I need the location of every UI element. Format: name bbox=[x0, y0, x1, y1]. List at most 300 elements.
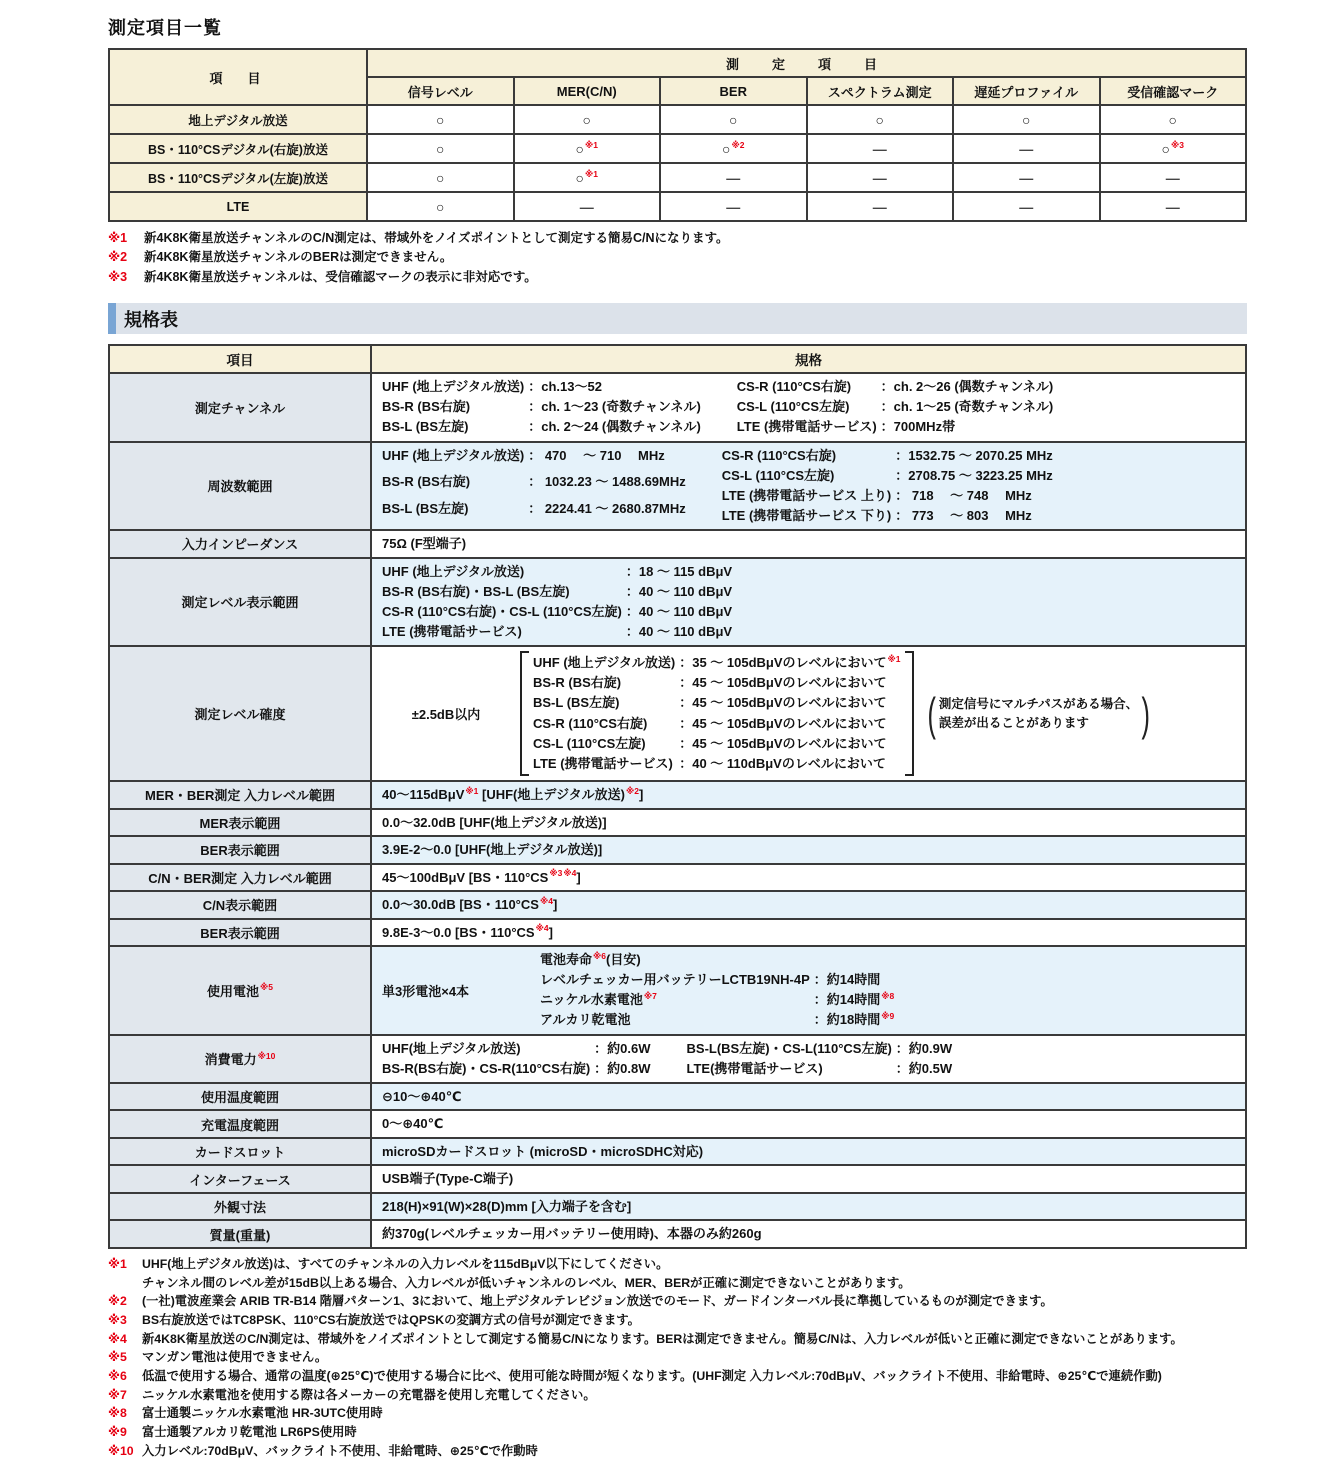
spec-line-name: BS-R (BS右旋) bbox=[382, 399, 471, 415]
footnote-text: 新4K8K衛星放送チャンネルは、受信確認マークの表示に非対応です。 bbox=[144, 269, 537, 284]
footnote-line bbox=[108, 248, 1247, 267]
dash-mark: ― bbox=[726, 169, 741, 186]
spec-table-row bbox=[109, 1193, 1246, 1221]
accuracy-content bbox=[382, 650, 1235, 777]
spec-row-label: カードスロット bbox=[109, 1138, 371, 1166]
circle-mark: ○ bbox=[575, 169, 584, 186]
spec-line-value: ：2708.75 ～ 3223.25 MHz bbox=[895, 467, 1053, 483]
measurement-support-mark bbox=[807, 134, 954, 163]
spec-text: 45～100dBμV [BS・110°CS$^{※3※4}$] bbox=[382, 868, 581, 885]
spec-row-label: 測定チャンネル bbox=[109, 373, 371, 441]
footnote-line bbox=[108, 1311, 1247, 1330]
measurement-support-mark bbox=[1100, 134, 1247, 163]
measurement-support-mark bbox=[953, 163, 1100, 192]
spec-line-value: ： 1032.23 ～ 1488.69MHz bbox=[528, 474, 686, 490]
footnote-number: ※7 bbox=[108, 1387, 127, 1402]
spec-row-label: 充電温度範囲 bbox=[109, 1110, 371, 1138]
spec-text: 約370g(レベルチェッカー用バッテリー使用時)、本器のみ約260g bbox=[382, 1226, 762, 1242]
spec-table-row bbox=[109, 442, 1246, 531]
circle-mark: ○ bbox=[729, 111, 738, 128]
spec-row-value bbox=[371, 373, 1246, 441]
spec-table-row bbox=[109, 891, 1246, 919]
spec-row-value bbox=[371, 558, 1246, 647]
spec-row-label: 質量(重量) bbox=[109, 1220, 371, 1248]
spec-line-value: ： 718 ～ 748 MHz bbox=[895, 487, 1032, 503]
spec-line bbox=[533, 673, 901, 693]
spec-column-header: 規格 bbox=[371, 345, 1246, 373]
footnote-line bbox=[108, 1255, 1247, 1274]
footnote-text: 新4K8K衛星放送チャンネルのC/N測定は、帯域外をノイズポイントとして測定する簡易C/Nになります。 bbox=[144, 231, 729, 245]
measurement-column-header: MER(C/N) bbox=[514, 77, 661, 105]
spec-table-row bbox=[109, 864, 1246, 892]
spec-row-value bbox=[371, 891, 1246, 919]
spec-line-name: アルカリ乾電池 bbox=[540, 1012, 631, 1028]
footnote-number: ※6 bbox=[108, 1368, 127, 1383]
footnote-ref-mark: ※1 bbox=[887, 653, 901, 664]
footnote-ref-mark: ※6 bbox=[593, 950, 607, 961]
spec-row-label: 測定レベル表示範囲 bbox=[109, 558, 371, 647]
spec-line-name: CS-L (110°CS左旋) bbox=[721, 467, 835, 483]
footnote-ref-mark: ※8 bbox=[881, 990, 895, 1001]
circle-mark: ○ bbox=[1161, 140, 1170, 157]
spec-line-name: CS-R (110°CS右旋) bbox=[736, 379, 852, 395]
spec-line-value: ：約0.5W bbox=[895, 1060, 953, 1076]
spec-row-label: 周波数範囲 bbox=[109, 442, 371, 531]
spec-line-name: LTE (携帯電話サービス) bbox=[533, 755, 673, 771]
footnote-text: 新4K8K衛星放送のC/N測定は、帯域外をノイズポイントとして測定する簡易C/Nになります。BERは測定できません。簡易C/Nは、入力レベルが低いと正確に測定できないことがあります。 bbox=[142, 1331, 1183, 1346]
circle-mark: ○ bbox=[722, 140, 731, 157]
spec-line-value: ：ch. 2～26 (偶数チャンネル) bbox=[880, 379, 1054, 395]
footnote-number: ※2 bbox=[108, 250, 128, 265]
spec-line-value: ：35 ～ 105dBμVのレベルにおいて$^{※1}$ bbox=[679, 653, 901, 671]
dash-mark: ― bbox=[1019, 140, 1034, 157]
spec-section-header bbox=[108, 303, 1247, 334]
spec-section-title: 規格表 bbox=[124, 309, 178, 330]
footnote-ref-mark: ※10 bbox=[257, 1050, 276, 1061]
footnote-text: BS右旋放送ではTC8PSK、110°CS右旋放送ではQPSKの変調方式の信号が測定できます。 bbox=[142, 1312, 640, 1327]
footnote-line bbox=[108, 1386, 1247, 1405]
spec-line bbox=[382, 417, 701, 437]
spec-line-value: ：ch. 2～24 (偶数チャンネル) bbox=[528, 419, 701, 435]
measurement-support-mark bbox=[367, 134, 514, 163]
spec-line-value: ：1532.75 ～ 2070.25 MHz bbox=[895, 447, 1053, 463]
footnote-line bbox=[108, 1442, 1247, 1460]
spec-line-value: ：約0.9W bbox=[895, 1040, 953, 1056]
footnote-number: ※2 bbox=[108, 1294, 127, 1309]
measurement-column-header: 信号レベル bbox=[367, 77, 514, 105]
spec-line bbox=[533, 714, 901, 734]
spec-line-value: ：40 ～ 110 dBμV bbox=[625, 624, 733, 640]
accuracy-bracket bbox=[520, 650, 914, 777]
spec-line-name: UHF (地上デジタル放送) bbox=[533, 655, 676, 671]
spec-text: 0.0～32.0dB [UHF(地上デジタル放送)] bbox=[382, 814, 607, 830]
accuracy-value: ±2.5dB以内 bbox=[411, 707, 481, 723]
footnotes bbox=[108, 1255, 1247, 1460]
footnote-text: 低温で使用する場合、通常の温度(⊕25℃)で使用する場合に比べ、使用可能な時間が短くなります。(UHF測定 入力レベル:70dBμV、バックライト不使用、非給電時、⊕25℃で連続作動) bbox=[142, 1368, 1162, 1383]
spec-line-value: ：約14時間 bbox=[813, 972, 881, 988]
spec-line bbox=[722, 446, 1053, 466]
spec-text: 40～115dBμV$^{※1}$ [UHF(地上デジタル放送)$^{※2}$] bbox=[382, 785, 644, 803]
measurement-support-mark bbox=[807, 192, 954, 221]
spec-line-value: ：約18時間$^{※9}$ bbox=[813, 1011, 895, 1028]
spec-columns bbox=[382, 562, 1235, 643]
footnote-ref-mark: ※1 bbox=[584, 139, 598, 150]
spec-table-head bbox=[109, 345, 1246, 373]
spec-line-name: BS-R(BS右旋)・CS-R(110°CS右旋) bbox=[382, 1060, 591, 1076]
spec-columns bbox=[382, 1039, 1235, 1079]
spec-text: ⊖10～⊕40℃ bbox=[382, 1088, 462, 1104]
measurement-items-group-header: 測 定 項 目 bbox=[367, 49, 1246, 77]
spec-row-value bbox=[371, 1110, 1246, 1138]
footnote-line bbox=[108, 1274, 1247, 1293]
measurement-support-mark bbox=[660, 134, 807, 163]
spec-row-label: MER表示範囲 bbox=[109, 809, 371, 837]
spec-table-row bbox=[109, 1138, 1246, 1166]
measurement-items-title: 測定項目一覧 bbox=[108, 18, 222, 38]
spec-columns bbox=[382, 377, 1235, 437]
spec-line bbox=[540, 950, 894, 970]
measurement-support-mark bbox=[514, 192, 661, 221]
spec-row-label: 測定レベル確度 bbox=[109, 646, 371, 781]
spec-line bbox=[533, 754, 901, 774]
spec-line bbox=[737, 377, 1053, 397]
spec-line bbox=[382, 1059, 651, 1079]
spec-row-label: C/N・BER測定 入力レベル範囲 bbox=[109, 864, 371, 892]
footnote-number: ※8 bbox=[108, 1406, 127, 1421]
spec-line-name: CS-R (110°CS右旋) bbox=[533, 715, 648, 731]
left-paren: ( bbox=[926, 687, 936, 740]
measurement-support-mark bbox=[514, 105, 661, 134]
circle-mark: ○ bbox=[436, 198, 445, 215]
spec-row-value bbox=[371, 646, 1246, 781]
spec-line bbox=[382, 446, 686, 473]
footnote-line bbox=[108, 1423, 1247, 1442]
spec-line bbox=[533, 653, 901, 673]
footnote-ref-mark: ※3 bbox=[549, 868, 563, 879]
spec-line-value: ：40 ～ 110 dBμV bbox=[625, 603, 733, 619]
dash-mark: ― bbox=[872, 198, 887, 215]
footnote-text: 富士通製ニッケル水素電池 HR-3UTC使用時 bbox=[142, 1406, 383, 1421]
measurement-column-header: スペクトラム測定 bbox=[807, 77, 954, 105]
circle-mark: ○ bbox=[1168, 111, 1177, 128]
spec-table-row bbox=[109, 1220, 1246, 1248]
spec-column bbox=[382, 446, 686, 527]
battery-life-lines bbox=[540, 950, 894, 1031]
footnote-number bbox=[108, 1274, 142, 1293]
spec-line-value: ：ch. 1～25 (奇数チャンネル) bbox=[880, 399, 1054, 415]
measurement-support-mark bbox=[807, 105, 954, 134]
spec-line-name: CS-L (110°CS左旋) bbox=[533, 735, 646, 751]
multipath-note-text bbox=[939, 695, 1138, 731]
circle-mark: ○ bbox=[436, 169, 445, 186]
spec-line bbox=[533, 734, 901, 754]
spec-line-value: ：45 ～ 105dBμVのレベルにおいて bbox=[679, 675, 887, 691]
footnote-number: ※4 bbox=[108, 1331, 127, 1346]
spec-row-value bbox=[371, 1165, 1246, 1193]
dash-mark: ― bbox=[872, 169, 887, 186]
multipath-note-line: 誤差が出ることがあります bbox=[938, 715, 1089, 730]
measurement-support-mark bbox=[660, 163, 807, 192]
spec-line-name: BS-R (BS右旋)・BS-L (BS左旋) bbox=[382, 583, 570, 599]
spec-row-value bbox=[371, 809, 1246, 837]
spec-table-row bbox=[109, 1110, 1246, 1138]
spec-line bbox=[540, 970, 894, 990]
measurement-support-mark bbox=[953, 192, 1100, 221]
spec-line-value: ：約0.6W bbox=[594, 1040, 651, 1056]
footnote-ref-mark: ※7 bbox=[643, 990, 657, 1001]
spec-row-label: インターフェース bbox=[109, 1165, 371, 1193]
spec-table-body bbox=[109, 373, 1246, 1248]
spec-line bbox=[722, 506, 1053, 526]
circle-mark: ○ bbox=[875, 111, 884, 128]
spec-table-row bbox=[109, 1165, 1246, 1193]
spec-row-label: 消費電力$^{※10}$ bbox=[109, 1035, 371, 1083]
measurement-support-mark bbox=[953, 105, 1100, 134]
spec-row-value bbox=[371, 530, 1246, 558]
measurement-support-mark bbox=[660, 105, 807, 134]
item-column-header: 項 目 bbox=[109, 49, 367, 105]
footnote-ref-mark: ※1 bbox=[465, 785, 479, 796]
measurement-table-notes bbox=[108, 229, 1247, 287]
measurement-support-mark bbox=[1100, 163, 1247, 192]
spec-line bbox=[737, 397, 1053, 417]
battery-type: 単3形電池×4本 bbox=[382, 983, 470, 999]
spec-line-name: 電池寿命$^{※6}$(目安) bbox=[540, 950, 641, 968]
footnote-ref-mark: ※4 bbox=[539, 895, 553, 906]
spec-line-name: BS-L (BS左旋) bbox=[533, 695, 620, 711]
footnote-line bbox=[108, 1348, 1247, 1367]
spec-row-label: BER表示範囲 bbox=[109, 919, 371, 947]
spec-line-value: ：40 ～ 110dBμVのレベルにおいて bbox=[679, 755, 886, 771]
measurement-support-mark bbox=[514, 134, 661, 163]
spec-line-name: CS-L (110°CS左旋) bbox=[736, 399, 850, 415]
spec-line bbox=[540, 1010, 894, 1030]
footnote-number: ※5 bbox=[108, 1350, 127, 1365]
measurement-table-row bbox=[109, 163, 1246, 192]
circle-mark: ○ bbox=[1022, 111, 1031, 128]
footnote-text: (一社)電波産業会 ARIB TR-B14 階層パターン1、3において、地上デジタルテレビジョン放送でのモード、ガードインターバル長に準拠しているものが測定できます。 bbox=[142, 1294, 1053, 1309]
spec-text: USB端子(Type-C端子) bbox=[382, 1171, 514, 1187]
spec-line bbox=[382, 582, 732, 602]
spec-column bbox=[737, 377, 1053, 437]
spec-line-name: レベルチェッカー用バッテリーLCTB19NH-4P bbox=[540, 972, 810, 988]
spec-line bbox=[382, 499, 686, 526]
spec-row-value bbox=[371, 836, 1246, 864]
footnote-text: 入力レベル:70dBμV、バックライト不使用、非給電時、⊕25℃で作動時 bbox=[142, 1443, 538, 1458]
broadcast-type-label: BS・110°CSデジタル(右旋)放送 bbox=[109, 134, 367, 163]
footnote-ref-mark: ※9 bbox=[881, 1011, 895, 1022]
footnote-number: ※9 bbox=[108, 1425, 127, 1440]
spec-text: 218(H)×91(W)×28(D)mm [入力端子を含む] bbox=[382, 1198, 632, 1214]
battery-content bbox=[382, 950, 1235, 1031]
footnote-ref-mark: ※1 bbox=[584, 168, 598, 179]
spec-line bbox=[737, 417, 1053, 437]
spec-header-row bbox=[109, 345, 1246, 373]
footnote-ref-mark: ※4 bbox=[563, 868, 577, 879]
spec-table-row bbox=[109, 373, 1246, 441]
spec-table-row bbox=[109, 946, 1246, 1035]
right-paren: ) bbox=[1141, 687, 1151, 740]
spec-line-value: ：700MHz帯 bbox=[880, 419, 956, 435]
footnote-ref-mark: ※4 bbox=[535, 923, 549, 934]
circle-mark: ○ bbox=[582, 111, 591, 128]
spec-line-value: ：約14時間$^{※8}$ bbox=[813, 990, 895, 1008]
spec-line bbox=[382, 562, 732, 582]
measurement-table-row bbox=[109, 105, 1246, 134]
measurement-support-mark bbox=[953, 134, 1100, 163]
spec-table-row bbox=[109, 1083, 1246, 1111]
spec-line bbox=[382, 397, 701, 417]
spec-line-name: LTE (携帯電話サービス) bbox=[736, 419, 877, 435]
footnote-ref-mark: ※2 bbox=[625, 785, 639, 796]
measurement-support-mark bbox=[367, 192, 514, 221]
spec-line-value: ：45 ～ 105dBμVのレベルにおいて bbox=[679, 715, 887, 731]
spec-column bbox=[382, 1039, 651, 1079]
broadcast-type-label: LTE bbox=[109, 192, 367, 221]
footnote-line bbox=[108, 1367, 1247, 1386]
spec-row-value bbox=[371, 919, 1246, 947]
footnote-number: ※3 bbox=[108, 269, 128, 284]
spec-line-name: UHF(地上デジタル放送) bbox=[382, 1040, 521, 1056]
dash-mark: ― bbox=[726, 198, 741, 215]
table-header-row bbox=[109, 49, 1246, 77]
dash-mark: ― bbox=[1019, 169, 1034, 186]
measurement-table-row bbox=[109, 192, 1246, 221]
footnote-ref-mark: ※2 bbox=[731, 139, 745, 150]
spec-row-label: 使用温度範囲 bbox=[109, 1083, 371, 1111]
spec-line-value: ：18 ～ 115 dBμV bbox=[625, 563, 733, 579]
spec-column bbox=[382, 377, 701, 437]
footnote-ref-mark: ※5 bbox=[260, 982, 273, 993]
footnote-text: UHF(地上デジタル放送)は、すべてのチャンネルの入力レベルを115dBμV以下にしてください。 bbox=[142, 1256, 669, 1271]
spec-table-row bbox=[109, 781, 1246, 809]
circle-mark: ○ bbox=[436, 140, 445, 157]
spec-item-column-header: 項目 bbox=[109, 345, 371, 373]
spec-line-value: ：ch.13～52 bbox=[528, 379, 602, 395]
measurement-support-mark bbox=[367, 163, 514, 192]
footnote-ref-mark: ※3 bbox=[1170, 139, 1184, 150]
spec-line-name: ニッケル水素電池$^{※7}$ bbox=[540, 990, 657, 1008]
spec-line-name: BS-L(BS左旋)・CS-L(110°CS左旋) bbox=[686, 1040, 892, 1056]
spec-line-name: LTE (携帯電話サービス 下り) bbox=[721, 507, 892, 523]
measurement-column-header: 遅延プロファイル bbox=[953, 77, 1100, 105]
spec-line bbox=[533, 693, 901, 713]
accuracy-lines bbox=[533, 653, 901, 774]
spec-row-label: 入力インピーダンス bbox=[109, 530, 371, 558]
measurement-column-header: 受信確認マーク bbox=[1100, 77, 1247, 105]
spec-line bbox=[722, 466, 1053, 486]
spec-line-value bbox=[814, 950, 894, 970]
spec-line-name: CS-R (110°CS右旋)・CS-L (110°CS左旋) bbox=[382, 603, 622, 619]
spec-row-value bbox=[371, 1138, 1246, 1166]
measurement-column-header: BER bbox=[660, 77, 807, 105]
spec-line-value: ：ch. 1～23 (奇数チャンネル) bbox=[528, 399, 701, 415]
dash-mark: ― bbox=[872, 140, 887, 157]
spec-line bbox=[382, 377, 701, 397]
measurement-support-mark bbox=[807, 163, 954, 192]
spec-line-name: BS-R (BS右旋) bbox=[533, 675, 622, 691]
footnote-text: マンガン電池は使用できません。 bbox=[142, 1350, 328, 1365]
spec-text: 75Ω (F型端子) bbox=[382, 536, 467, 552]
spec-text: 9.8E-3～0.0 [BS・110°CS$^{※4}$] bbox=[382, 923, 553, 940]
spec-column bbox=[687, 1039, 953, 1079]
footnote-line bbox=[108, 229, 1247, 248]
measurement-items-table-body bbox=[109, 105, 1246, 221]
spec-row-label: MER・BER測定 入力レベル範囲 bbox=[109, 781, 371, 809]
circle-mark: ○ bbox=[436, 111, 445, 128]
footnote-text: チャンネル間のレベル差が15dB以上ある場合、入力レベルが低いチャンネルのレベル、MER、BERが正確に測定できないことがあります。 bbox=[142, 1275, 911, 1290]
spec-column bbox=[382, 562, 732, 643]
footnote-number: ※10 bbox=[108, 1443, 134, 1458]
spec-line bbox=[687, 1059, 953, 1079]
measurement-support-mark bbox=[660, 192, 807, 221]
spec-line-name: LTE (携帯電話サービス) bbox=[382, 624, 522, 640]
footnote-line bbox=[108, 1330, 1247, 1349]
footnote-number: ※1 bbox=[108, 231, 128, 245]
spec-row-value bbox=[371, 1193, 1246, 1221]
dash-mark: ― bbox=[1019, 198, 1034, 215]
spec-line-value: ： 470 ～ 710 MHz bbox=[528, 447, 665, 463]
spec-table-row bbox=[109, 809, 1246, 837]
spec-line bbox=[722, 486, 1053, 506]
spec-line-name: UHF (地上デジタル放送) bbox=[382, 447, 525, 463]
footnote-number: ※3 bbox=[108, 1312, 127, 1327]
spec-line-name: BS-R (BS右旋) bbox=[382, 474, 471, 490]
measurement-items-table-head bbox=[109, 49, 1246, 105]
spec-line-value: ： 773 ～ 803 MHz bbox=[895, 507, 1032, 523]
spec-text: microSDカードスロット (microSD・microSDHC対応) bbox=[382, 1143, 704, 1159]
spec-row-label: BER表示範囲 bbox=[109, 836, 371, 864]
spec-table-row bbox=[109, 646, 1246, 781]
spec-line-value: ：約0.8W bbox=[594, 1060, 651, 1076]
spec-line-name: UHF (地上デジタル放送) bbox=[382, 379, 525, 395]
circle-mark: ○ bbox=[575, 140, 584, 157]
spec-line-name: LTE(携帯電話サービス) bbox=[686, 1060, 823, 1076]
spec-row-value bbox=[371, 442, 1246, 531]
spec-row-label: C/N表示範囲 bbox=[109, 891, 371, 919]
footnote-line bbox=[108, 268, 1247, 287]
measurement-table-row bbox=[109, 134, 1246, 163]
spec-row-value bbox=[371, 1035, 1246, 1083]
spec-row-value bbox=[371, 946, 1246, 1035]
spec-line-value: ：40 ～ 110 dBμV bbox=[625, 583, 733, 599]
spec-line-value: ：45 ～ 105dBμVのレベルにおいて bbox=[679, 735, 887, 751]
spec-line-name: CS-R (110°CS右旋) bbox=[721, 447, 837, 463]
spec-text: 0.0～30.0dB [BS・110°CS$^{※4}$] bbox=[382, 895, 558, 913]
footnote-text: ニッケル水素電池を使用する際は各メーカーの充電器を使用し充電してください。 bbox=[142, 1387, 596, 1402]
spec-row-label: 使用電池$^{※5}$ bbox=[109, 946, 371, 1035]
spec-table-row bbox=[109, 530, 1246, 558]
spec-column bbox=[722, 446, 1053, 527]
multipath-note bbox=[924, 687, 1154, 740]
footnote-text: 富士通製アルカリ乾電池 LR6PS使用時 bbox=[142, 1425, 357, 1440]
spec-line bbox=[382, 602, 732, 622]
spec-line-name: UHF (地上デジタル放送) bbox=[382, 563, 525, 579]
footnote-line bbox=[108, 1292, 1247, 1311]
spec-line-value: ：45 ～ 105dBμVのレベルにおいて bbox=[679, 695, 887, 711]
spec-table bbox=[108, 344, 1247, 1249]
measurement-support-mark bbox=[514, 163, 661, 192]
spec-table-row bbox=[109, 919, 1246, 947]
spec-table-row bbox=[109, 836, 1246, 864]
spec-table-row bbox=[109, 1035, 1246, 1083]
multipath-note-line: 測定信号にマルチパスがある場合、 bbox=[938, 697, 1139, 712]
spec-row-value bbox=[371, 1083, 1246, 1111]
broadcast-type-label: 地上デジタル放送 bbox=[109, 105, 367, 134]
dash-mark: ― bbox=[579, 198, 594, 215]
spec-row-label: 外観寸法 bbox=[109, 1193, 371, 1221]
spec-line bbox=[687, 1039, 953, 1059]
